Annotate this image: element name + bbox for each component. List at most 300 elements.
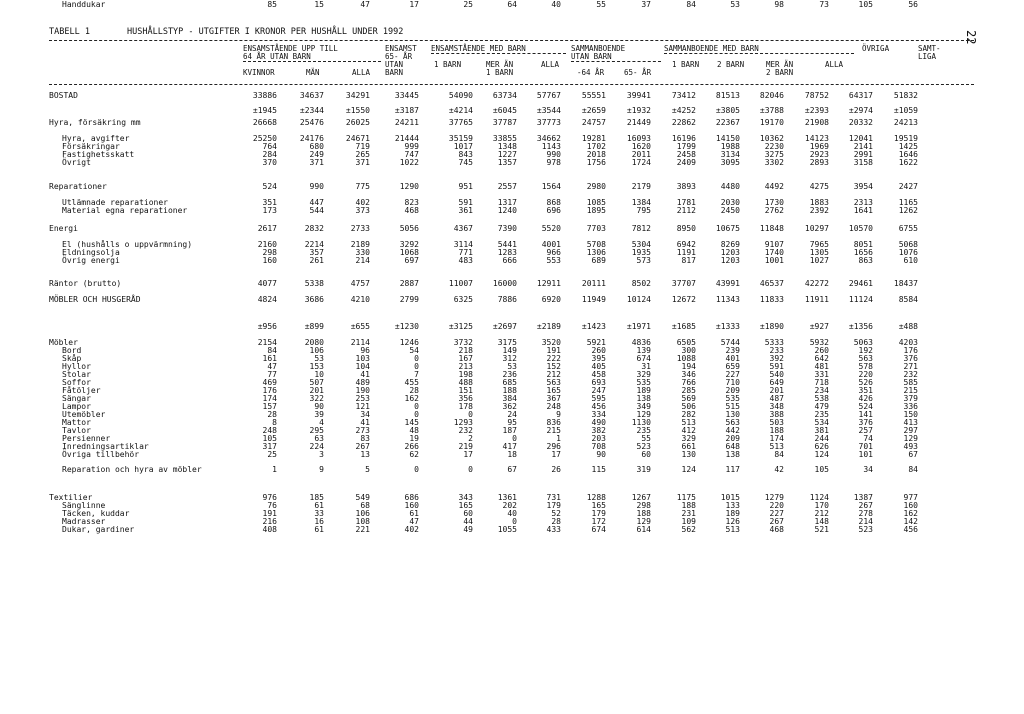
table-cell: 1076 — [898, 248, 918, 257]
table-cell: 526 — [858, 378, 873, 387]
table-cell: 417 — [502, 442, 517, 451]
table-cell: 370 — [262, 158, 277, 167]
table-cell: 73412 — [671, 91, 696, 100]
table-cell: 2154 — [257, 338, 277, 347]
table-cell: 5 — [365, 465, 370, 474]
sub-2-barn-sb-b: 2 BARN — [766, 68, 794, 77]
table-cell: 150 — [903, 410, 918, 419]
table-cell: 483 — [458, 256, 473, 265]
table-cell: 2179 — [631, 182, 651, 191]
table-cell: 2762 — [764, 206, 784, 215]
table-cell: 124 — [814, 450, 829, 459]
row-label: Försäkringar — [62, 142, 120, 151]
table-cell: 426 — [858, 394, 873, 403]
table-cell: 49 — [463, 525, 473, 534]
table-cell: 162 — [903, 509, 918, 518]
table-cell: 0 — [414, 410, 419, 419]
table-cell-error: ±1971 — [626, 322, 651, 331]
table-cell: 775 — [355, 182, 370, 191]
rule-h3 — [431, 53, 566, 54]
table-cell: 614 — [636, 525, 651, 534]
table-cell-error: ±1333 — [715, 322, 740, 331]
table-cell: 133 — [725, 501, 740, 510]
table-cell: 53 — [730, 0, 740, 9]
table-cell: 266 — [404, 442, 419, 451]
table-cell: 585 — [903, 378, 918, 387]
table-cell: 9107 — [764, 240, 784, 249]
table-cell: 24 — [507, 410, 517, 419]
table-cell: 33 — [314, 509, 324, 518]
table-cell: 5708 — [586, 240, 606, 249]
table-cell: 11911 — [804, 295, 829, 304]
table-cell: 84 — [908, 465, 918, 474]
table-cell: 334 — [591, 410, 606, 419]
row-label: BOSTAD — [49, 91, 78, 100]
table-cell: 2112 — [676, 206, 696, 215]
table-cell: 11343 — [715, 295, 740, 304]
table-cell: 523 — [636, 442, 651, 451]
table-cell: 52 — [551, 509, 561, 518]
table-cell: 19170 — [759, 118, 784, 127]
table-cell: 1969 — [809, 142, 829, 151]
table-cell: 219 — [458, 442, 473, 451]
sub-kvinnor: KVINNOR — [243, 68, 275, 77]
table-cell: 37787 — [492, 118, 517, 127]
table-cell: 544 — [309, 206, 324, 215]
table-cell: 696 — [546, 206, 561, 215]
table-cell: 503 — [769, 418, 784, 427]
table-cell: 2214 — [304, 240, 324, 249]
header-64-ar-utan-barn: 64 ÅR UTAN BARN — [243, 52, 311, 61]
table-cell: 1124 — [809, 493, 829, 502]
table-cell: 19519 — [893, 134, 918, 143]
table-cell: 221 — [355, 525, 370, 534]
table-cell-error: ±2189 — [536, 322, 561, 331]
table-cell: 6505 — [676, 338, 696, 347]
table-cell-error: ±3125 — [448, 322, 473, 331]
table-cell: 4210 — [350, 295, 370, 304]
table-cell: 8584 — [898, 295, 918, 304]
row-label: Hyra, försäkring mm — [49, 118, 141, 127]
table-cell: 188 — [636, 509, 651, 518]
table-cell: 479 — [814, 402, 829, 411]
table-cell: 371 — [355, 158, 370, 167]
table-cell: 689 — [591, 256, 606, 265]
table-cell: 139 — [636, 346, 651, 355]
table-cell-error: ±3187 — [394, 106, 419, 115]
table-cell: 4203 — [898, 338, 918, 347]
table-cell: 106 — [309, 346, 324, 355]
table-cell: 142 — [903, 517, 918, 526]
table-cell: 1203 — [720, 256, 740, 265]
table-cell: 966 — [546, 248, 561, 257]
table-cell: 795 — [636, 206, 651, 215]
table-cell: 121 — [355, 402, 370, 411]
row-label: Dukar, gardiner — [62, 525, 135, 534]
table-cell: 481 — [814, 362, 829, 371]
table-cell: 562 — [681, 525, 696, 534]
table-cell: 5744 — [720, 338, 740, 347]
table-cell: 40 — [551, 0, 561, 9]
table-cell: 174 — [769, 434, 784, 443]
table-cell: 686 — [404, 493, 419, 502]
row-label: Energi — [49, 224, 78, 233]
table-cell: 322 — [309, 394, 324, 403]
table-cell: 47 — [409, 517, 419, 526]
sub-utan: UTAN — [385, 60, 404, 69]
table-cell: 300 — [681, 346, 696, 355]
table-cell: 56 — [908, 0, 918, 9]
table-cell: 84 — [267, 346, 277, 355]
table-cell: 349 — [636, 402, 651, 411]
table-cell: 253 — [355, 394, 370, 403]
table-cell: 21444 — [394, 134, 419, 143]
table-cell: 188 — [769, 426, 784, 435]
table-cell: 4077 — [257, 279, 277, 288]
table-cell: 42272 — [804, 279, 829, 288]
row-label: Tavlor — [62, 426, 91, 435]
table-cell: 843 — [458, 150, 473, 159]
table-cell: 392 — [769, 354, 784, 363]
table-cell: 413 — [903, 418, 918, 427]
table-cell: 84 — [686, 0, 696, 9]
header-65-ar: 65- ÅR — [385, 52, 413, 61]
table-cell-error: ±2659 — [581, 106, 606, 115]
table-cell: 10297 — [804, 224, 829, 233]
table-cell: 8051 — [853, 240, 873, 249]
table-cell-error: ±1685 — [671, 322, 696, 331]
table-cell: 1702 — [586, 142, 606, 151]
row-label: El (hushålls o uppvärmning) — [62, 240, 193, 249]
table-cell: 54 — [409, 346, 419, 355]
sub-alla: ALLA — [352, 68, 371, 77]
table-cell: 178 — [458, 402, 473, 411]
table-cell: 674 — [636, 354, 651, 363]
table-cell: 188 — [681, 501, 696, 510]
table-cell: 3302 — [764, 158, 784, 167]
sub-1-barn-b: 1 BARN — [486, 68, 514, 77]
sub-alla-sb: ALLA — [825, 60, 844, 69]
table-cell: 64317 — [848, 91, 873, 100]
table-cell: 101 — [858, 450, 873, 459]
table-cell: 1740 — [764, 248, 784, 257]
table-cell: 523 — [858, 525, 873, 534]
table-cell: 10362 — [759, 134, 784, 143]
table-cell: 836 — [546, 418, 561, 427]
table-cell: 297 — [903, 426, 918, 435]
table-cell: 247 — [591, 386, 606, 395]
table-cell: 7886 — [497, 295, 517, 304]
table-cell: 863 — [858, 256, 873, 265]
row-label: Sängar — [62, 394, 91, 403]
table-cell: 55551 — [581, 91, 606, 100]
table-cell: 868 — [546, 198, 561, 207]
table-cell: 1085 — [586, 198, 606, 207]
table-cell: 319 — [636, 465, 651, 474]
table-cell: 1240 — [497, 206, 517, 215]
table-cell: 167 — [458, 354, 473, 363]
table-cell: 16000 — [492, 279, 517, 288]
table-cell: 5441 — [497, 240, 517, 249]
table-cell: 379 — [903, 394, 918, 403]
table-cell: 591 — [458, 198, 473, 207]
table-cell: 388 — [769, 410, 784, 419]
table-cell: 24213 — [893, 118, 918, 127]
table-cell: 977 — [903, 493, 918, 502]
table-cell: 331 — [814, 370, 829, 379]
table-cell: 189 — [636, 386, 651, 395]
table-cell: 278 — [858, 509, 873, 518]
table-cell: 1246 — [399, 338, 419, 347]
table-cell: 296 — [546, 442, 561, 451]
table-cell: 371 — [309, 158, 324, 167]
table-cell: 63 — [314, 434, 324, 443]
rule-h4 — [571, 61, 661, 62]
table-cell: 198 — [458, 370, 473, 379]
table-cell: 216 — [262, 517, 277, 526]
row-label: Hyra, avgifter — [62, 134, 130, 143]
table-cell: 172 — [591, 517, 606, 526]
table-cell: 60 — [641, 450, 651, 459]
table-cell: 34662 — [536, 134, 561, 143]
row-label: Bord — [62, 346, 82, 355]
table-cell: 34 — [360, 410, 370, 419]
table-cell: 346 — [681, 370, 696, 379]
table-cell: 20111 — [581, 279, 606, 288]
table-cell: 382 — [591, 426, 606, 435]
table-cell: 1130 — [631, 418, 651, 427]
table-cell: 33855 — [492, 134, 517, 143]
table-cell: 2557 — [497, 182, 517, 191]
table-cell: 6920 — [541, 295, 561, 304]
table-cell: 8269 — [720, 240, 740, 249]
table-cell: 271 — [903, 362, 918, 371]
table-cell: 7812 — [631, 224, 651, 233]
table-cell: 0 — [512, 434, 517, 443]
table-cell-error: ±4214 — [448, 106, 473, 115]
table-cell: 18437 — [893, 279, 918, 288]
table-cell: 17 — [409, 0, 419, 9]
table-cell: 227 — [769, 509, 784, 518]
table-cell: 76 — [267, 501, 277, 510]
table-cell: 4275 — [809, 182, 829, 191]
table-cell: 456 — [903, 525, 918, 534]
table-cell: 1203 — [720, 248, 740, 257]
table-cell: 67 — [507, 465, 517, 474]
table-cell: 90 — [314, 402, 324, 411]
table-cell: 51832 — [893, 91, 918, 100]
table-cell: 0 — [468, 410, 473, 419]
table-cell: 218 — [458, 346, 473, 355]
table-cell: 1262 — [898, 206, 918, 215]
table-cell: 34637 — [299, 91, 324, 100]
table-cell: 215 — [903, 386, 918, 395]
table-cell: 685 — [502, 378, 517, 387]
table-cell: 15 — [314, 0, 324, 9]
table-cell: 549 — [355, 493, 370, 502]
table-cell: 82046 — [759, 91, 784, 100]
table-cell: 220 — [769, 501, 784, 510]
table-cell: 2458 — [676, 150, 696, 159]
table-cell: 5921 — [586, 338, 606, 347]
table-cell: 3175 — [497, 338, 517, 347]
table-cell: 14123 — [804, 134, 829, 143]
sub-barn: BARN — [385, 68, 404, 77]
table-cell: 1361 — [497, 493, 517, 502]
table-cell: 1267 — [631, 493, 651, 502]
table-cell: 456 — [591, 402, 606, 411]
table-cell: 2799 — [399, 295, 419, 304]
table-cell: 188 — [502, 386, 517, 395]
table-cell: 4824 — [257, 295, 277, 304]
table-cell: 468 — [404, 206, 419, 215]
table-cell: 209 — [725, 434, 740, 443]
table-cell: 1191 — [676, 248, 696, 257]
table-cell: 507 — [309, 378, 324, 387]
table-cell: 19281 — [581, 134, 606, 143]
table-cell: 708 — [591, 442, 606, 451]
table-cell-error: ±1059 — [893, 106, 918, 115]
table-cell: 54090 — [448, 91, 473, 100]
table-cell-error: ±1230 — [394, 322, 419, 331]
table-cell: 160 — [903, 501, 918, 510]
table-cell: 3275 — [764, 150, 784, 159]
table-cell: 165 — [546, 386, 561, 395]
table-cell: 203 — [591, 434, 606, 443]
table-cell: 3686 — [304, 295, 324, 304]
row-label: Täcken, kuddar — [62, 509, 130, 518]
table-cell: 90 — [596, 450, 606, 459]
table-cell: 626 — [814, 442, 829, 451]
table-cell: 295 — [309, 426, 324, 435]
table-cell: 595 — [591, 394, 606, 403]
table-cell: 108 — [355, 517, 370, 526]
table-cell: 718 — [814, 378, 829, 387]
table-cell: 62 — [409, 450, 419, 459]
table-cell: 1348 — [497, 142, 517, 151]
table-cell: 190 — [355, 386, 370, 395]
table-cell: 37765 — [448, 118, 473, 127]
table-cell: 3292 — [399, 240, 419, 249]
row-label: Reparation och hyra av möbler — [62, 465, 202, 474]
table-cell: 373 — [355, 206, 370, 215]
table-cell: 224 — [309, 442, 324, 451]
table-cell: 151 — [458, 386, 473, 395]
table-cell-error: ±1890 — [759, 322, 784, 331]
table-cell: 162 — [404, 394, 419, 403]
table-cell: 115 — [591, 465, 606, 474]
table-cell: 179 — [546, 501, 561, 510]
table-cell: 1175 — [676, 493, 696, 502]
table-cell: 129 — [636, 410, 651, 419]
table-cell: 4836 — [631, 338, 651, 347]
table-cell: 401 — [725, 354, 740, 363]
table-cell: 5304 — [631, 240, 651, 249]
table-cell: 1088 — [676, 354, 696, 363]
table-cell: 745 — [458, 158, 473, 167]
sub-1-barn: 1 BARN — [434, 60, 462, 69]
rule-header-bottom — [49, 84, 974, 85]
table-cell: 1306 — [586, 248, 606, 257]
table-cell: 160 — [262, 256, 277, 265]
table-cell: 405 — [591, 362, 606, 371]
table-cell: 2011 — [631, 150, 651, 159]
table-cell: 659 — [725, 362, 740, 371]
table-cell: 817 — [681, 256, 696, 265]
table-cell: 41 — [360, 370, 370, 379]
table-cell: 578 — [858, 362, 873, 371]
row-label: Fåtöljer — [62, 386, 101, 395]
table-cell: 506 — [681, 402, 696, 411]
table-cell: 674 — [591, 525, 606, 534]
table-cell: 1756 — [586, 158, 606, 167]
table-cell: 47 — [360, 0, 370, 9]
table-cell: 2080 — [304, 338, 324, 347]
table-cell: 104 — [355, 362, 370, 371]
table-cell: 37707 — [671, 279, 696, 288]
table-cell: 0 — [414, 465, 419, 474]
sub-2-barn-sb: 2 BARN — [717, 60, 745, 69]
table-cell: 235 — [636, 426, 651, 435]
table-cell: 1001 — [764, 256, 784, 265]
table-cell: 367 — [546, 394, 561, 403]
table-cell: 442 — [725, 426, 740, 435]
table-cell: 6942 — [676, 240, 696, 249]
table-cell: 55 — [596, 0, 606, 9]
header-samtliga: SAMT- — [918, 44, 941, 53]
table-cell: 976 — [262, 493, 277, 502]
sub-1-barn-sb: 1 BARN — [672, 60, 700, 69]
table-cell: 25250 — [252, 134, 277, 143]
table-cell: 48 — [409, 426, 419, 435]
table-cell: 1935 — [631, 248, 651, 257]
table-cell: 28 — [409, 386, 419, 395]
row-label: Skåp — [62, 354, 82, 363]
table-cell: 267 — [355, 442, 370, 451]
table-cell: 191 — [546, 346, 561, 355]
table-cell-error: ±956 — [257, 322, 277, 331]
table-cell: 4480 — [720, 182, 740, 191]
table-cell: 3520 — [541, 338, 561, 347]
table-cell: 22862 — [671, 118, 696, 127]
table-cell: 0 — [468, 465, 473, 474]
table-cell: 376 — [858, 418, 873, 427]
table-cell: 447 — [309, 198, 324, 207]
row-label: Eldningsolja — [62, 248, 120, 257]
table-cell-error: ±2393 — [804, 106, 829, 115]
table-cell: 0 — [414, 402, 419, 411]
table-cell: 19 — [409, 434, 419, 443]
table-cell: 990 — [309, 182, 324, 191]
table-cell: 176 — [903, 346, 918, 355]
table-cell: 55 — [641, 434, 651, 443]
table-cell: 4757 — [350, 279, 370, 288]
table-cell: 35159 — [448, 134, 473, 143]
row-label: Stolar — [62, 370, 91, 379]
table-cell: 25476 — [299, 118, 324, 127]
table-cell: 0 — [414, 354, 419, 363]
table-cell: 11949 — [581, 295, 606, 304]
table-cell: 7 — [414, 370, 419, 379]
table-cell: 53 — [507, 362, 517, 371]
table-cell: 2189 — [350, 240, 370, 249]
table-cell-error: ±1356 — [848, 322, 873, 331]
table-cell: 34 — [863, 465, 873, 474]
table-cell: 138 — [636, 394, 651, 403]
table-cell: 209 — [725, 386, 740, 395]
table-cell: 747 — [404, 150, 419, 159]
table-cell: 63734 — [492, 91, 517, 100]
